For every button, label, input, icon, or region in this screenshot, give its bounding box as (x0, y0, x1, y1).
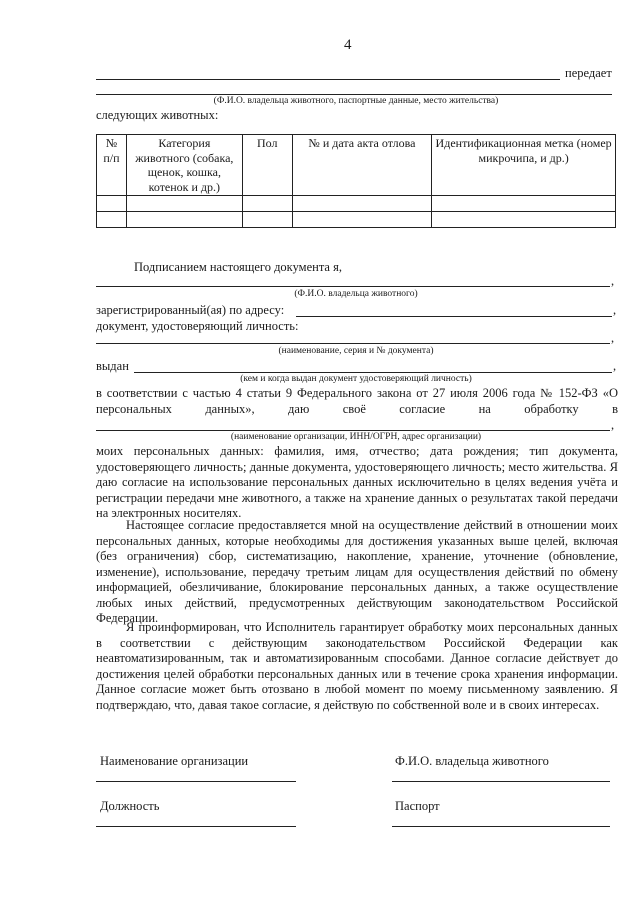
position-line[interactable] (96, 826, 296, 827)
law-reference: в соответствии с частью 4 статьи 9 Федерального закона от 27 июля 2006 года № 152-ФЗ «О персональных данных», даю своё согласие на обработку в (96, 386, 618, 416)
table-cell[interactable] (432, 196, 616, 212)
consent-paragraph-3: Я проинформирован, что Исполнитель гарантирует обработку моих персональных данных в соответствии с действующим законодательством Российской Федерации как неавтоматизированным, так и автоматизированным способами. Данное согласие действует до достижения целей обработки персональных данных или в течение срока хранения информации. Данное согласие может быть отозвано в любой момент по моему письменному заявлению. Я подтверждаю, что, давая такое согласие, я действую по собственной воле и в своих интересах. (96, 620, 618, 712)
animals-table (96, 134, 616, 228)
issued-line[interactable] (134, 372, 612, 373)
owner-name-line[interactable] (96, 286, 610, 287)
table-cell[interactable] (242, 212, 292, 228)
organization-caption: (наименование организации, ИНН/ОГРН, адрес организации) (230, 432, 482, 442)
owner-info-line (96, 79, 560, 80)
comma: , (613, 359, 617, 373)
registered-label: зарегистрированный(ая) по адресу: (96, 303, 285, 317)
table-cell[interactable] (126, 196, 242, 212)
page-number: 4 (344, 37, 352, 53)
table-cell[interactable] (432, 212, 616, 228)
consent-paragraph-1: моих персональных данных: фамилия, имя, отчество; дата рождения; тип документа, удостоверяющего личность; данные документа, удостоверяющего личность; место жительства. Я даю согласие на использование персональных данных исключительно в целях ведения учёта и регистрации передачи мне животного, а также на хранение данных о результатах такой передачи на электронных носителях. (96, 444, 618, 520)
owner-caption: (Ф.И.О. владельца животного, паспортные данные, место жительства) (213, 96, 499, 106)
table-cell[interactable] (292, 212, 432, 228)
position-label: Должность (100, 799, 160, 813)
comma: , (611, 418, 615, 432)
header-id-mark: Идентификационная метка (номер микрочипа, и др.) (432, 135, 616, 196)
header-sex: Пол (242, 135, 292, 196)
table-row (97, 212, 616, 228)
comma: , (613, 303, 617, 317)
comma: , (611, 331, 615, 345)
transmits-label: передает (565, 66, 612, 80)
issued-caption: (кем и когда выдан документ удостоверяющий личность) (240, 374, 472, 384)
org-name-line[interactable] (96, 781, 296, 782)
document-caption: (наименование, серия и № документа) (278, 346, 434, 356)
id-document-label: документ, удостоверяющий личность: (96, 319, 299, 333)
owner-name-caption: (Ф.И.О. владельца животного) (294, 289, 418, 299)
table-cell[interactable] (97, 212, 127, 228)
table-header-row (97, 135, 616, 196)
table-cell[interactable] (97, 196, 127, 212)
document-line[interactable] (96, 343, 610, 344)
table-row (97, 196, 616, 212)
address-line[interactable] (296, 316, 612, 317)
consent-paragraph-2: Настоящее согласие предоставляется мной на осуществление действий в отношении моих персональных данных, которые необходимы для достижения указанных выше целей, включая (без ограничения) сбор, систематизацию, накопление, хранение, уточнение (обновление, изменение), использование, передачу третьим лицам для осуществления действий по обмену информацией, обезличивание, блокирование персональных данных, а также осуществление любых иных действий, предусмотренных действующим законодательством Российской Федерации. (96, 518, 618, 625)
org-name-label: Наименование организации (100, 754, 249, 768)
header-category: Категория животного (собака, щенок, кошка, котенок и др.) (126, 135, 242, 196)
owner-info-line-2 (96, 94, 612, 95)
comma: , (611, 274, 615, 288)
header-number: № п/п (97, 135, 127, 196)
passport-label: Паспорт (395, 799, 440, 813)
issued-label: выдан (96, 359, 129, 373)
owner-name-label: Ф.И.О. владельца животного (395, 754, 549, 768)
table-cell[interactable] (292, 196, 432, 212)
following-animals-label: следующих животных: (96, 108, 219, 122)
header-capture-act: № и дата акта отлова (292, 135, 432, 196)
table-cell[interactable] (126, 212, 242, 228)
owner-name-signature-line[interactable] (392, 781, 610, 782)
passport-line[interactable] (392, 826, 610, 827)
signing-statement: Подписанием настоящего документа я, (134, 260, 342, 274)
table-cell[interactable] (242, 196, 292, 212)
organization-line[interactable] (96, 430, 610, 431)
